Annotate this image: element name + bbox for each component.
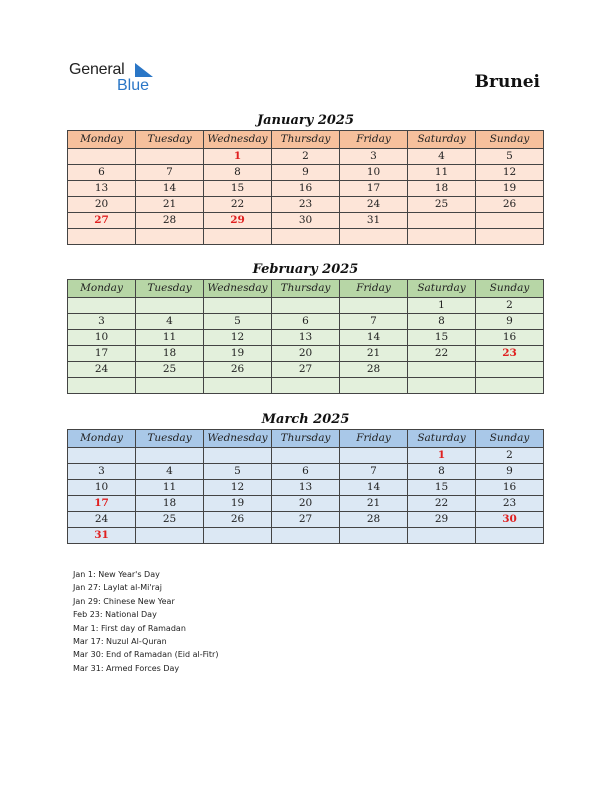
day-cell: 26 xyxy=(204,362,272,378)
day-cell xyxy=(136,298,204,314)
day-cell xyxy=(272,528,340,544)
day-cell xyxy=(272,378,340,394)
day-cell: 8 xyxy=(408,464,476,480)
day-cell xyxy=(68,149,136,165)
weekday-header: Tuesday xyxy=(136,131,204,149)
day-cell: 14 xyxy=(340,480,408,496)
day-cell: 30 xyxy=(476,512,544,528)
weekday-header: Wednesday xyxy=(204,131,272,149)
weekday-header-row xyxy=(68,280,544,298)
weekday-header: Thursday xyxy=(272,430,340,448)
day-cell xyxy=(136,528,204,544)
calendar-table xyxy=(67,429,544,544)
day-cell: 11 xyxy=(136,480,204,496)
day-cell: 3 xyxy=(340,149,408,165)
calendar-table xyxy=(67,130,544,245)
day-cell: 5 xyxy=(476,149,544,165)
day-cell xyxy=(408,362,476,378)
day-cell xyxy=(476,362,544,378)
day-cell: 15 xyxy=(408,480,476,496)
day-cell: 16 xyxy=(476,330,544,346)
weekday-header: Friday xyxy=(340,430,408,448)
day-cell: 17 xyxy=(340,181,408,197)
day-cell: 21 xyxy=(136,197,204,213)
day-cell: 27 xyxy=(272,512,340,528)
day-cell: 16 xyxy=(272,181,340,197)
weekday-header: Tuesday xyxy=(136,430,204,448)
week-row xyxy=(68,213,544,229)
day-cell: 3 xyxy=(68,314,136,330)
day-cell: 4 xyxy=(136,314,204,330)
country-title: Brunei xyxy=(474,72,540,92)
weekday-header: Monday xyxy=(68,430,136,448)
weekday-header: Wednesday xyxy=(204,280,272,298)
day-cell xyxy=(476,213,544,229)
day-cell xyxy=(340,378,408,394)
day-cell xyxy=(408,378,476,394)
day-cell: 28 xyxy=(136,213,204,229)
weekday-header: Sunday xyxy=(476,131,544,149)
day-cell: 6 xyxy=(272,314,340,330)
weekday-header: Sunday xyxy=(476,280,544,298)
day-cell: 27 xyxy=(272,362,340,378)
day-cell: 23 xyxy=(476,346,544,362)
day-cell: 16 xyxy=(476,480,544,496)
day-cell: 25 xyxy=(408,197,476,213)
day-cell: 11 xyxy=(136,330,204,346)
day-cell xyxy=(408,229,476,245)
day-cell: 21 xyxy=(340,346,408,362)
day-cell: 11 xyxy=(408,165,476,181)
day-cell: 24 xyxy=(68,362,136,378)
day-cell xyxy=(136,149,204,165)
weekday-header: Tuesday xyxy=(136,280,204,298)
day-cell: 9 xyxy=(476,314,544,330)
day-cell: 15 xyxy=(408,330,476,346)
logo-blue-text: Blue xyxy=(117,77,150,94)
day-cell: 20 xyxy=(68,197,136,213)
day-cell: 1 xyxy=(408,298,476,314)
day-cell: 2 xyxy=(272,149,340,165)
day-cell: 17 xyxy=(68,346,136,362)
day-cell: 31 xyxy=(340,213,408,229)
day-cell: 27 xyxy=(68,213,136,229)
day-cell xyxy=(340,448,408,464)
day-cell: 8 xyxy=(204,165,272,181)
day-cell: 19 xyxy=(204,346,272,362)
day-cell: 20 xyxy=(272,496,340,512)
week-row xyxy=(68,528,544,544)
day-cell: 2 xyxy=(476,298,544,314)
day-cell xyxy=(68,229,136,245)
day-cell: 13 xyxy=(272,330,340,346)
day-cell: 28 xyxy=(340,512,408,528)
day-cell xyxy=(68,298,136,314)
week-row xyxy=(68,330,544,346)
day-cell xyxy=(272,448,340,464)
day-cell: 20 xyxy=(272,346,340,362)
day-cell xyxy=(204,298,272,314)
day-cell xyxy=(68,448,136,464)
weekday-header: Wednesday xyxy=(204,430,272,448)
month-title: January 2025 xyxy=(256,113,354,128)
week-row xyxy=(68,181,544,197)
day-cell: 10 xyxy=(68,330,136,346)
day-cell xyxy=(476,378,544,394)
day-cell: 22 xyxy=(204,197,272,213)
holiday-note: Feb 23: National Day xyxy=(73,610,157,620)
day-cell xyxy=(68,378,136,394)
day-cell xyxy=(204,448,272,464)
day-cell xyxy=(340,528,408,544)
day-cell: 31 xyxy=(68,528,136,544)
day-cell: 29 xyxy=(408,512,476,528)
day-cell xyxy=(136,229,204,245)
day-cell: 18 xyxy=(408,181,476,197)
day-cell: 5 xyxy=(204,314,272,330)
day-cell: 14 xyxy=(340,330,408,346)
day-cell xyxy=(340,229,408,245)
weekday-header: Thursday xyxy=(272,280,340,298)
day-cell: 1 xyxy=(204,149,272,165)
day-cell: 19 xyxy=(204,496,272,512)
weekday-header: Friday xyxy=(340,131,408,149)
day-cell: 9 xyxy=(272,165,340,181)
day-cell: 30 xyxy=(272,213,340,229)
day-cell xyxy=(340,298,408,314)
day-cell: 9 xyxy=(476,464,544,480)
day-cell: 13 xyxy=(68,181,136,197)
day-cell: 2 xyxy=(476,448,544,464)
day-cell: 12 xyxy=(204,330,272,346)
day-cell: 10 xyxy=(340,165,408,181)
holiday-note: Mar 17: Nuzul Al-Quran xyxy=(73,636,167,646)
day-cell: 3 xyxy=(68,464,136,480)
day-cell xyxy=(272,229,340,245)
day-cell: 22 xyxy=(408,346,476,362)
weekday-header-row xyxy=(68,131,544,149)
day-cell: 4 xyxy=(136,464,204,480)
day-cell: 5 xyxy=(204,464,272,480)
week-row xyxy=(68,314,544,330)
week-row xyxy=(68,362,544,378)
day-cell: 28 xyxy=(340,362,408,378)
day-cell: 7 xyxy=(136,165,204,181)
logo-general-text: General xyxy=(69,61,125,78)
day-cell xyxy=(408,213,476,229)
week-row xyxy=(68,512,544,528)
day-cell: 12 xyxy=(204,480,272,496)
day-cell xyxy=(204,378,272,394)
day-cell: 6 xyxy=(68,165,136,181)
week-row xyxy=(68,496,544,512)
day-cell xyxy=(136,448,204,464)
weekday-header: Saturday xyxy=(408,280,476,298)
day-cell: 25 xyxy=(136,512,204,528)
holiday-notes xyxy=(73,568,218,675)
day-cell: 25 xyxy=(136,362,204,378)
day-cell: 8 xyxy=(408,314,476,330)
month-block-january xyxy=(67,111,544,245)
week-row xyxy=(68,149,544,165)
day-cell xyxy=(136,378,204,394)
day-cell xyxy=(408,528,476,544)
day-cell xyxy=(476,229,544,245)
day-cell: 23 xyxy=(272,197,340,213)
weekday-header: Thursday xyxy=(272,131,340,149)
month-title: February 2025 xyxy=(252,262,359,277)
week-row xyxy=(68,165,544,181)
day-cell: 26 xyxy=(476,197,544,213)
day-cell: 19 xyxy=(476,181,544,197)
weekday-header: Sunday xyxy=(476,430,544,448)
weekday-header: Monday xyxy=(68,280,136,298)
day-cell: 12 xyxy=(476,165,544,181)
week-row xyxy=(68,298,544,314)
day-cell xyxy=(204,528,272,544)
calendar-table xyxy=(67,279,544,394)
day-cell: 7 xyxy=(340,464,408,480)
day-cell xyxy=(476,528,544,544)
week-row xyxy=(68,229,544,245)
day-cell: 29 xyxy=(204,213,272,229)
day-cell: 18 xyxy=(136,496,204,512)
holiday-note: Mar 1: First day of Ramadan xyxy=(73,623,186,633)
day-cell: 17 xyxy=(68,496,136,512)
holiday-note: Mar 31: Armed Forces Day xyxy=(73,663,180,673)
holiday-note: Jan 27: Laylat al-Mi'raj xyxy=(73,583,162,593)
week-row xyxy=(68,448,544,464)
weekday-header: Saturday xyxy=(408,131,476,149)
day-cell: 23 xyxy=(476,496,544,512)
week-row xyxy=(68,197,544,213)
day-cell: 21 xyxy=(340,496,408,512)
day-cell: 24 xyxy=(340,197,408,213)
brand-logo xyxy=(69,61,159,97)
logo-flag-icon xyxy=(135,63,153,77)
day-cell: 18 xyxy=(136,346,204,362)
day-cell: 13 xyxy=(272,480,340,496)
weekday-header: Friday xyxy=(340,280,408,298)
holiday-note: Jan 29: Chinese New Year xyxy=(73,596,175,606)
day-cell xyxy=(272,298,340,314)
holiday-note: Jan 1: New Year's Day xyxy=(73,570,160,579)
week-row xyxy=(68,378,544,394)
day-cell: 24 xyxy=(68,512,136,528)
month-block-february xyxy=(67,260,544,394)
month-block-march xyxy=(67,410,544,544)
day-cell: 6 xyxy=(272,464,340,480)
month-title: March 2025 xyxy=(261,412,350,427)
day-cell: 26 xyxy=(204,512,272,528)
week-row xyxy=(68,480,544,496)
day-cell: 4 xyxy=(408,149,476,165)
weekday-header: Monday xyxy=(68,131,136,149)
day-cell: 22 xyxy=(408,496,476,512)
holiday-note: Mar 30: End of Ramadan (Eid al-Fitr) xyxy=(73,650,219,660)
day-cell: 14 xyxy=(136,181,204,197)
day-cell: 7 xyxy=(340,314,408,330)
day-cell xyxy=(204,229,272,245)
weekday-header: Saturday xyxy=(408,430,476,448)
week-row xyxy=(68,464,544,480)
week-row xyxy=(68,346,544,362)
day-cell: 15 xyxy=(204,181,272,197)
day-cell: 1 xyxy=(408,448,476,464)
day-cell: 10 xyxy=(68,480,136,496)
weekday-header-row xyxy=(68,430,544,448)
